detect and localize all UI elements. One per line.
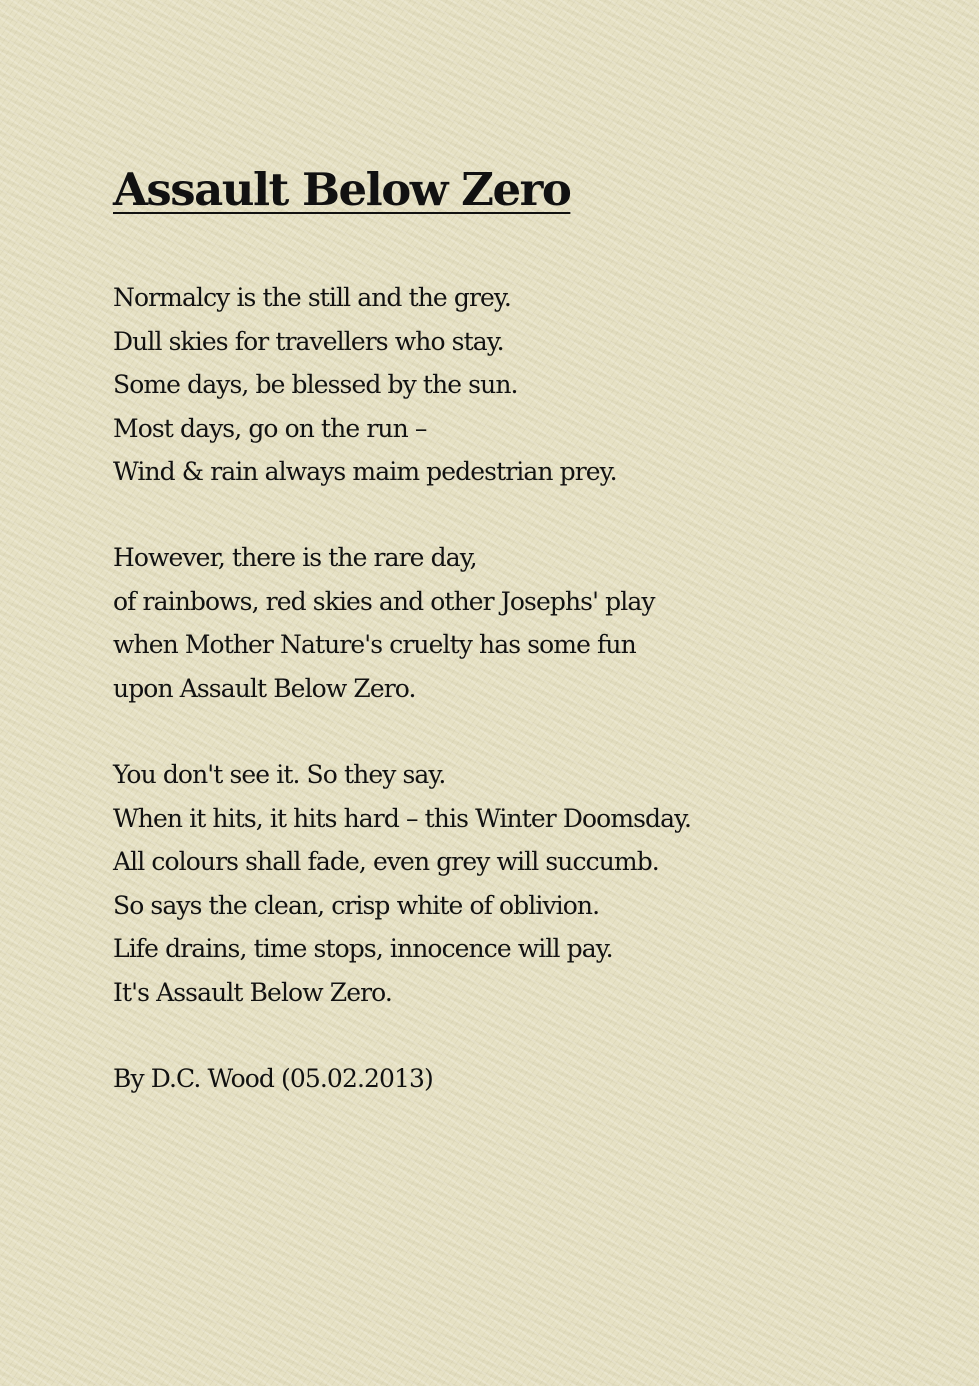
poem-line: All colours shall fade, even grey will succumb. [113, 847, 659, 876]
poem-line: of rainbows, red skies and other Josephs' play [113, 586, 655, 616]
stanza-2 [113, 536, 655, 710]
poem-line: So says the clean, crisp white of oblivion. [113, 890, 600, 920]
poem-line: It's Assault Below Zero. [113, 977, 392, 1007]
poem-line: Most days, go on the run – [113, 413, 427, 443]
poem-line: Life drains, time stops, innocence will pay. [113, 934, 613, 963]
poem-line: upon Assault Below Zero. [113, 673, 416, 703]
poem-line: Some days, be blessed by the sun. [113, 370, 518, 399]
poem-line: when Mother Nature's cruelty has some fun [113, 630, 636, 659]
stanza-3 [113, 753, 691, 1014]
poem-line: Normalcy is the still and the grey. [113, 283, 511, 312]
poem-line: However, there is the rare day, [113, 543, 477, 572]
poem-title: Assault Below Zero [113, 163, 571, 216]
poem-line: Dull skies for travellers who stay. [113, 326, 504, 356]
author-byline: By D.C. Wood (05.02.2013) [113, 1064, 433, 1093]
poem-line: When it hits, it hits hard – this Winter Doomsday. [113, 803, 692, 833]
poem-line: You don't see it. So they say. [113, 760, 446, 789]
poem-line: Wind & rain always maim pedestrian prey. [113, 457, 617, 486]
stanza-1 [113, 276, 617, 494]
